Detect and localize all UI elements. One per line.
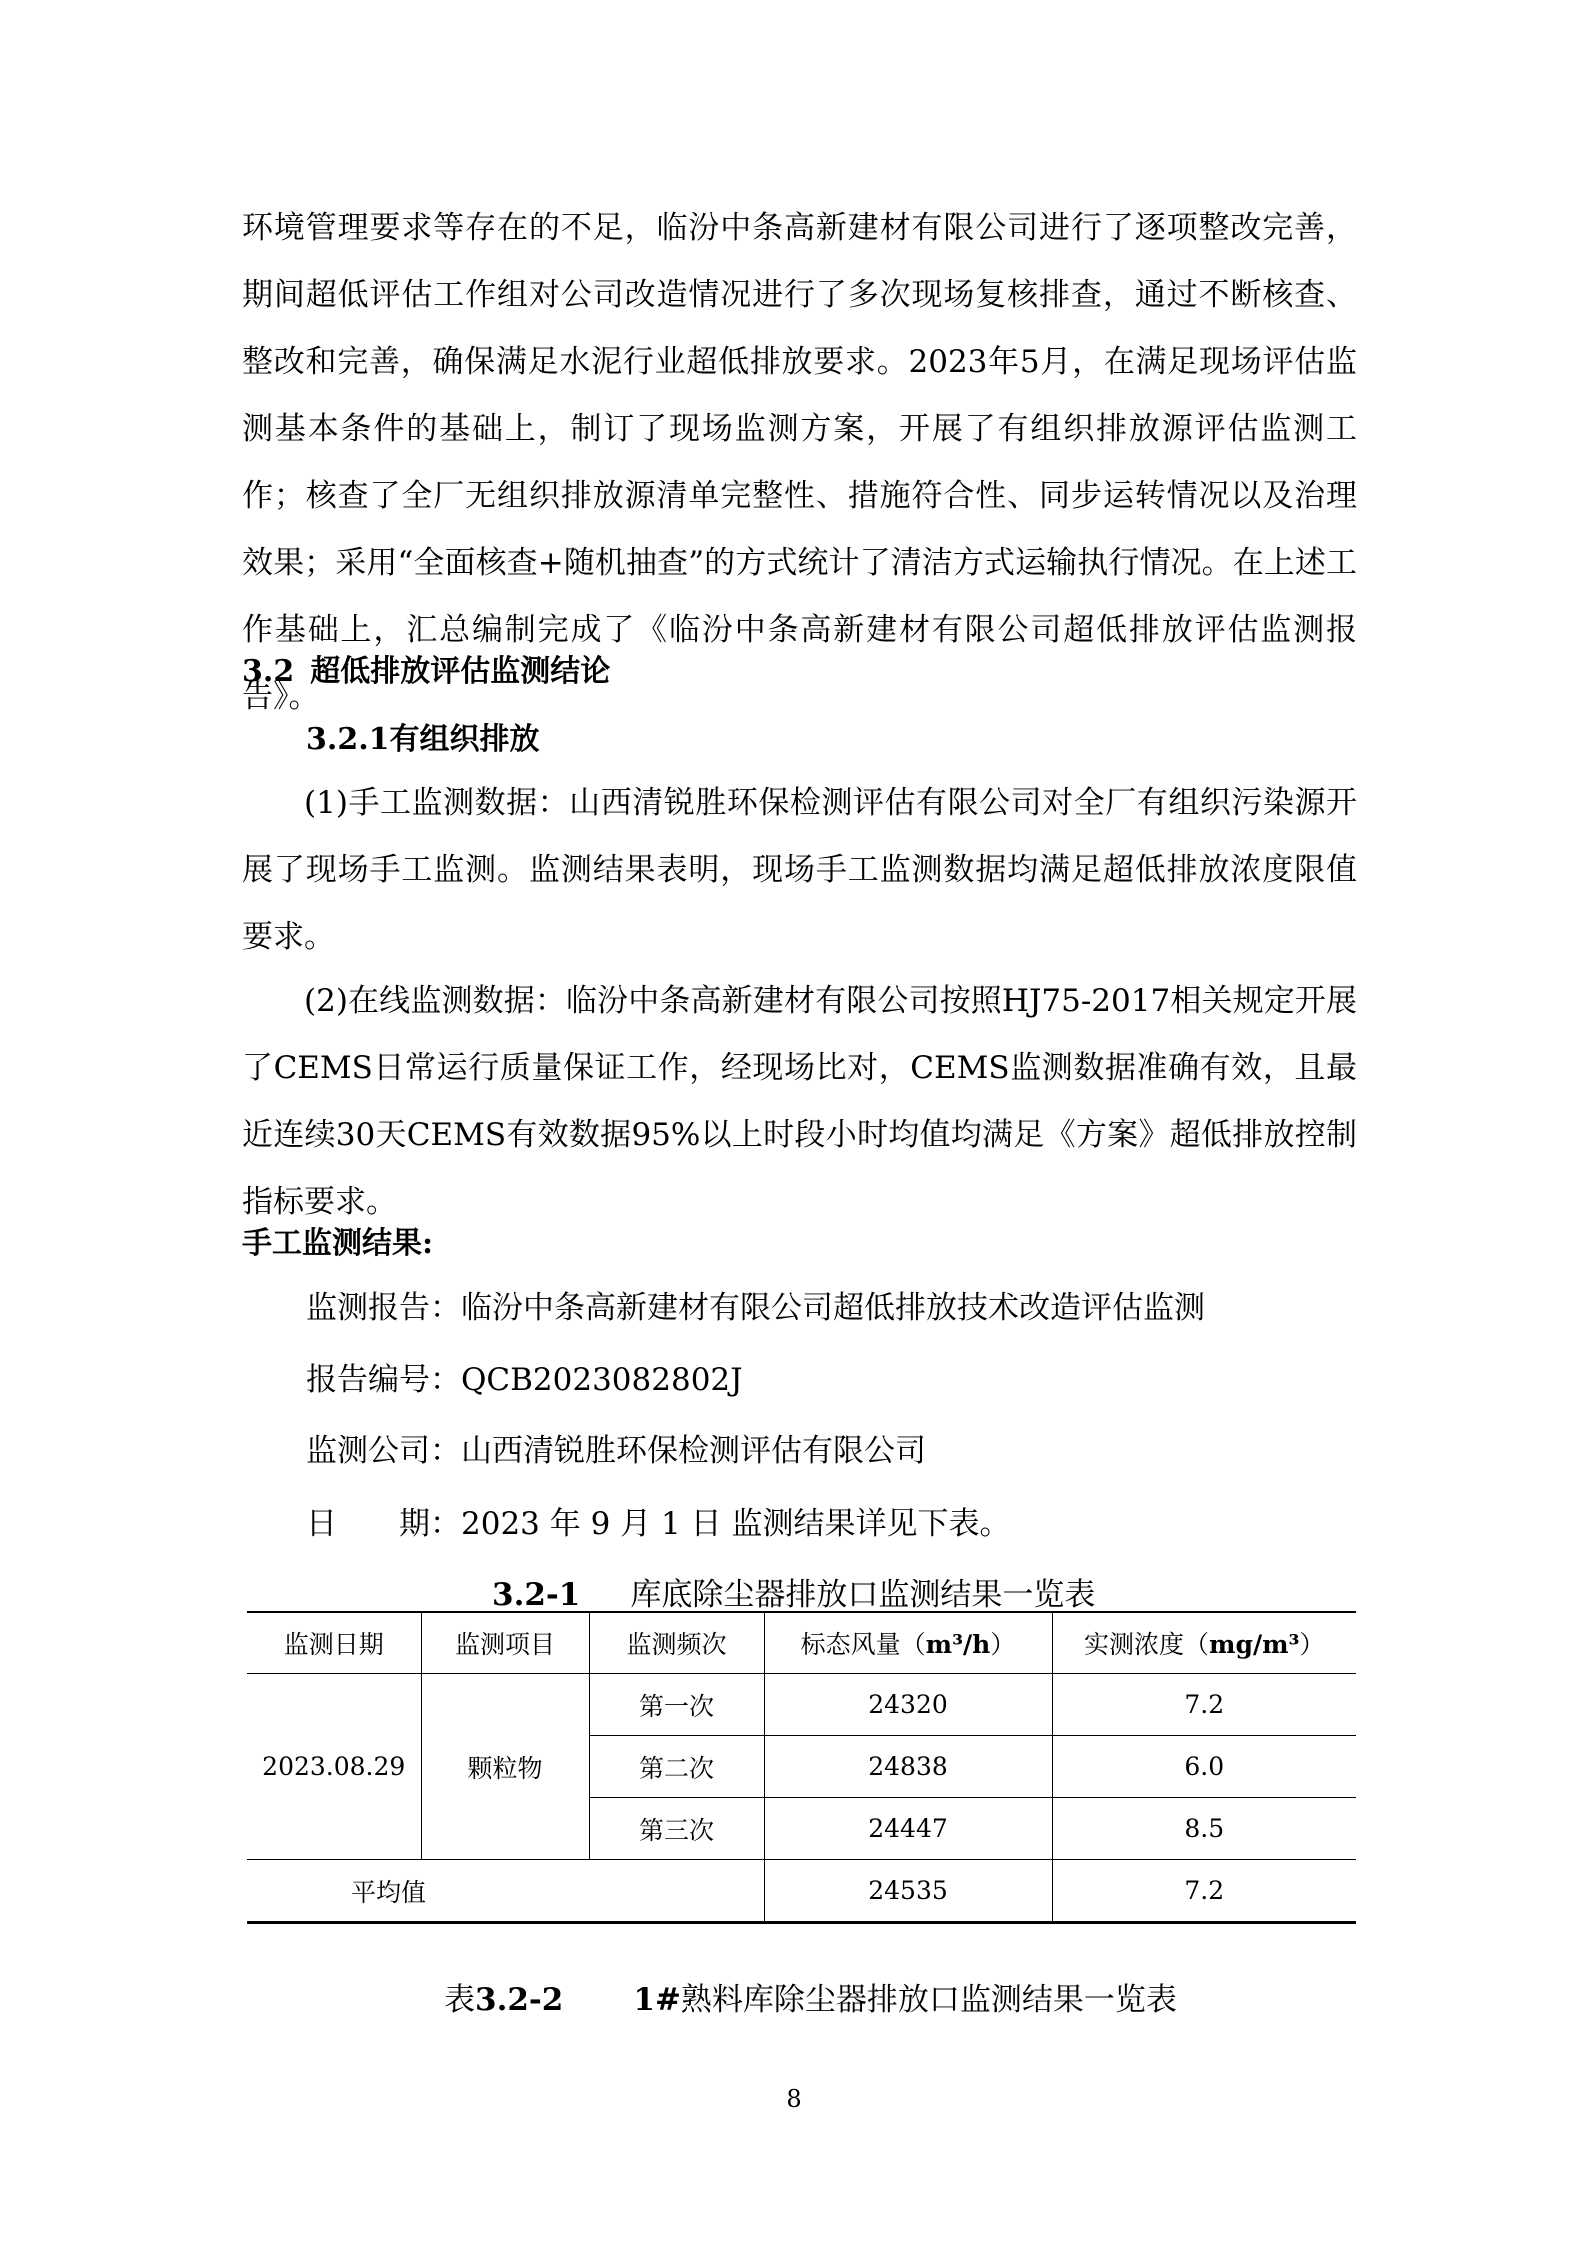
- table-2-caption-bold: 1#: [633, 1982, 681, 2018]
- paragraph-manual-monitoring: (1)手工监测数据：山西清锐胜环保检测评估有限公司对全厂有组织污染源开展了现场手工监测。监测结果表明，现场手工监测数据均满足超低排放浓度限值要求。: [242, 785, 1357, 955]
- header-frequency: 监测频次: [589, 1612, 764, 1674]
- heading-3-2-1: 3.2.1有组织排放: [306, 722, 540, 757]
- page-number: 8: [786, 2085, 802, 2113]
- cell-concentration: 8.5: [1052, 1798, 1356, 1860]
- monitoring-results-table: [247, 1611, 1356, 1924]
- concentration-unit: mg/m³: [1209, 1630, 1300, 1659]
- heading-3-2: [242, 642, 610, 702]
- table-row: [247, 1674, 1356, 1736]
- table-2-caption-text: 熟料库除尘器排放口监测结果一览表: [680, 1982, 1177, 2018]
- cell-average-concentration: 7.2: [1052, 1860, 1356, 1923]
- cell-frequency: 第二次: [589, 1736, 764, 1798]
- header-flow: 标态风量（m³/h）: [764, 1612, 1052, 1674]
- heading-manual-results: 手工监测结果:: [242, 1226, 434, 1261]
- cell-flow: 24320: [764, 1674, 1052, 1736]
- cell-flow: 24447: [764, 1798, 1052, 1860]
- table-1-caption: [492, 1575, 1095, 1615]
- cell-concentration: 6.0: [1052, 1736, 1356, 1798]
- paragraph-intro: 环境管理要求等存在的不足，临汾中条高新建材有限公司进行了逐项整改完善，期间超低评估工作组对公司改造情况进行了多次现场复核排查，通过不断核查、整改和完善，确保满足水泥行业超低排放要求。2023年5月，在满足现场评估监测基本条件的基础上，制订了现场监测方案，开展了有组织排放源评估监测工作；核查了全厂无组织排放源清单完整性、措施符合性、同步运转情况以及治理效果；采用“全面核查+随机抽查”的方式统计了清洁方式运输执行情况。在上述工作基础上，汇总编制完成了《临汾中条高新建材有限公司超低排放评估监测报告》。: [242, 210, 1357, 715]
- info-report-number: 报告编号：QCB2023082802J: [306, 1362, 743, 1398]
- date-value: ：2023 年 9 月 1 日 监测结果详见下表。: [430, 1506, 1011, 1542]
- info-date: [306, 1494, 1010, 1554]
- table-average-row: [247, 1860, 1356, 1923]
- cell-frequency: 第三次: [589, 1798, 764, 1860]
- header-date: 监测日期: [247, 1612, 421, 1674]
- cell-concentration: 7.2: [1052, 1674, 1356, 1736]
- header-concentration: 实测浓度（mg/m³）: [1052, 1612, 1356, 1674]
- cell-flow: 24838: [764, 1736, 1052, 1798]
- cell-average-flow: 24535: [764, 1860, 1052, 1923]
- header-item: 监测项目: [421, 1612, 589, 1674]
- date-label-2: 期: [399, 1506, 430, 1542]
- cell-average-label: 平均值: [247, 1860, 764, 1923]
- table-2-caption-number: 3.2-2: [475, 1982, 564, 2018]
- table-2-caption-prefix: 表: [444, 1982, 475, 2018]
- info-report: 监测报告：临汾中条高新建材有限公司超低排放技术改造评估监测: [306, 1290, 1205, 1326]
- date-label-1: 日: [306, 1506, 337, 1542]
- info-company: 监测公司：山西清锐胜环保检测评估有限公司: [306, 1433, 926, 1469]
- heading-3-2-number: 3.2: [242, 654, 295, 689]
- cell-date: 2023.08.29: [247, 1674, 421, 1860]
- cell-item: 颗粒物: [421, 1674, 589, 1860]
- paragraph-online-monitoring: (2)在线监测数据：临汾中条高新建材有限公司按照HJ75-2017相关规定开展了CEMS日常运行质量保证工作，经现场比对，CEMS监测数据准确有效，且最近连续30天CEMS有效数据95%以上时段小时均值均满足《方案》超低排放控制指标要求。: [242, 983, 1357, 1220]
- table-1-caption-text: 库底除尘器排放口监测结果一览表: [630, 1577, 1096, 1613]
- heading-3-2-text: 超低排放评估监测结论: [310, 654, 611, 689]
- table-2-caption: [444, 1980, 1177, 2020]
- table-1-caption-number: 3.2-1: [492, 1577, 581, 1613]
- flow-unit: m³/h: [925, 1630, 991, 1659]
- table-header-row: [247, 1612, 1356, 1674]
- cell-frequency: 第一次: [589, 1674, 764, 1736]
